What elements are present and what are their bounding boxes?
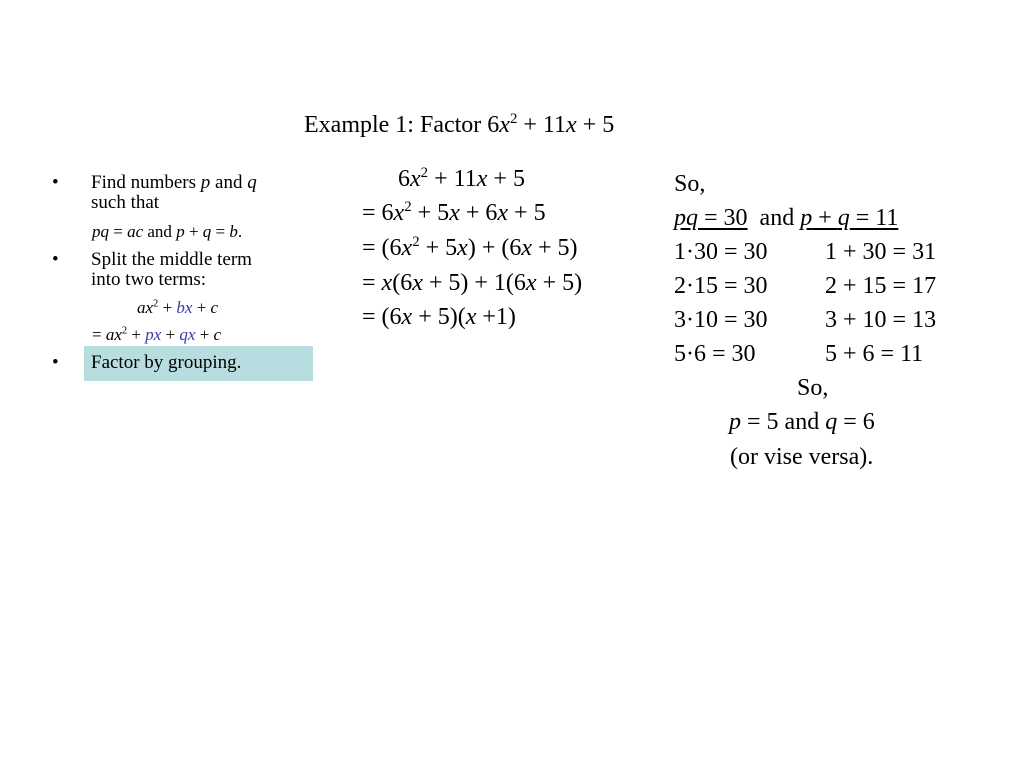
formula-ax2-bx-c: $ax^2$ + bx + c	[137, 298, 219, 317]
condition-line: pq = 30 and p + q = 11	[674, 205, 899, 231]
bullet-3-text: Factor by grouping.	[91, 352, 242, 373]
product-row-3: 3·10 = 30	[674, 307, 768, 333]
slide-title: Example 1: Factor $6x^2 + 11x + 5$	[304, 111, 615, 138]
formula-pq-ac: pq = ac and p + q = b.	[92, 222, 243, 241]
so-label-1: So,	[674, 171, 706, 197]
sum-row-4: 5 + 6 = 11	[825, 341, 924, 367]
step-5: = (6x + 5)(x +1)	[362, 304, 516, 330]
step-1: $6x^2 + 11x + 5$	[398, 165, 525, 192]
product-row-1: 1·30 = 30	[674, 239, 768, 265]
product-row-2: 2·15 = 30	[674, 273, 768, 299]
conclusion-line: p = 5 and q = 6	[729, 409, 875, 435]
product-row-4: 5·6 = 30	[674, 341, 756, 367]
vise-versa-note: (or vise versa).	[730, 444, 874, 470]
step-2: = $6x^2 + 5x + 6x + 5$	[362, 199, 546, 226]
bullet-3-marker: •	[52, 352, 59, 373]
bullet-1-text: Find numbers p and q such that	[91, 172, 257, 213]
sum-row-2: 2 + 15 = 17	[825, 273, 937, 299]
bullet-2-text: Split the middle term into two terms:	[91, 249, 252, 290]
sum-row-1: 1 + 30 = 31	[825, 239, 937, 265]
bullet-2-marker: •	[52, 249, 59, 270]
bullet-1-marker: •	[52, 172, 59, 193]
sum-row-3: 3 + 10 = 13	[825, 307, 937, 333]
step-3: = $(6x^2 + 5x) + (6x + 5)$	[362, 234, 578, 261]
step-4: = x(6x + 5) + 1(6x + 5)	[362, 270, 583, 296]
formula-ax2-px-qx-c: = $ax^2$ + px + qx + c	[92, 325, 222, 344]
so-label-2: So,	[797, 375, 829, 401]
